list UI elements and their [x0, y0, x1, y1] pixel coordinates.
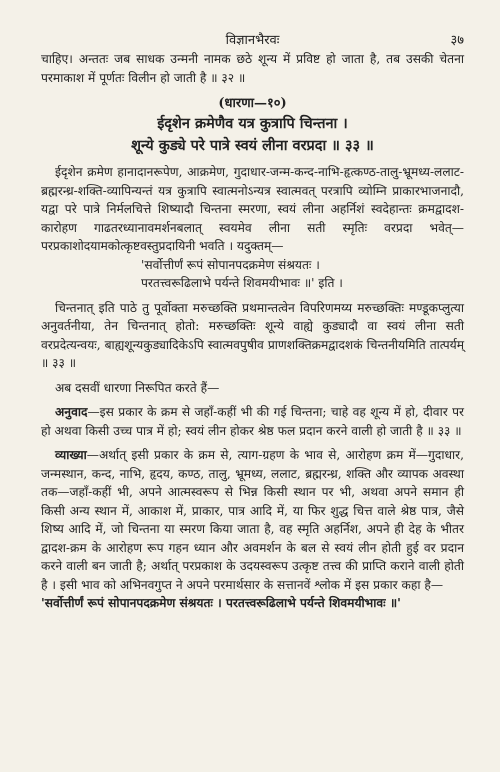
vyakhya-paragraph	[41, 446, 464, 594]
verse-line-1: ईदृशेन क्रमेणैव यत्र कुत्रापि चिन्तना ।	[157, 115, 348, 132]
vyakhya-label: व्याख्या	[55, 448, 87, 462]
final-quote: 'सर्वोत्तीर्णं रूपं सोपानपदक्रमेण संश्रयतः । परतत्त्वरूढिलाभे पर्यन्ते शिवमयीभावः ॥'	[41, 596, 401, 610]
anuvad-paragraph	[41, 403, 464, 440]
running-title: विज्ञानभैरवः	[225, 33, 280, 48]
sanskrit-commentary-2: चिन्तनात् इति पाठे तु पूर्वोक्ता मरुच्छक्ति प्रथमान्तत्वेन विपरिणमय्य मरुच्छक्तिः मण्डूकप्लुत्या अनुवर्तनीया, तेन चिन्तनात् होतो: मरुच्छक्तिः शून्ये वाह्ये कुड्यादौ वा स्वयं लीना सती वरप्रदेत्यन्वयः, बाह्यशून्यकुड्यादिकेऽपि स्वात्मवपुषीव प्राणशक्तिक्रमद्वादशकं चिन्तनीयमिति तात्पर्यम् ॥ ३३ ॥	[41, 300, 464, 370]
quoted-verse	[41, 256, 464, 293]
dharana-heading: (धारणा—१०)	[218, 96, 287, 111]
continued-paragraph: चाहिए। अन्ततः जब साधक उन्मनी नामक छठे शून्य में प्रविष्ट हो जाता है, तब उसकी चेतना परमाकाश में पूर्णतः विलीन हो जाती है ॥ ३२ ॥	[41, 52, 464, 85]
page-number: ३७	[450, 33, 464, 48]
anuvad-text: —इस प्रकार के क्रम से जहाँ-कहीं भी की गई चिन्तना; चाहे वह शून्य में हो, दीवार पर हो अथवा किसी उच्च पात्र में हो; स्वयं लीन होकर श्रेष्ठ फल प्रदान करने वाली हो जाती है ॥ ३३ ॥	[41, 405, 464, 438]
page-header	[41, 30, 464, 50]
quote-line-2: परतत्त्वरूढिलाभे पर्यन्ते शिवमयीभावः ॥' इति ।	[141, 276, 343, 290]
verse-line-2: शून्ये कुड्ये परे पात्रे स्वयं लीना वरप्रदा ॥ ३३ ॥	[131, 137, 374, 154]
intro-line: अब दसवीं धारणा निरूपित करते हैं—	[55, 380, 220, 395]
quote-line-1: 'सर्वोत्तीर्णं रूपं सोपानपदक्रमेण संश्रयतः ।	[141, 257, 320, 272]
sanskrit-commentary-1: ईदृशेन क्रमेण हानादानरूपेण, आक्रमेण, गुदाधार-जन्म-कन्द-नाभि-हृत्कण्ठ-तालु-भ्रूमध्य-ललाट-ब्रह्मरन्ध्र-शक्ति-व्यापिन्यन्तं यत्र कुत्रापि स्वात्मनोऽन्यत्र स्वात्मवत् परत्रापि व्योम्नि प्राकारभाजनादौ, यद्वा परे पात्रे निर्मलचित्ते शिष्यादौ चिन्तना स्मरणा, स्वयं लीना अहर्निशं स्वदेहान्तः क्रमद्वादश-कारोहण गाढतरध्यानावमर्शनबलात् स्वयमेव लीना सती स्मृतिः वरप्रदा भवेत्—परप्रकाशोदयामकोत्कृष्टवस्तुप्रदायिनी भवति । यदुक्तम्—	[41, 165, 464, 253]
anuvad-label: अनुवाद	[55, 405, 88, 419]
vyakhya-text: —अर्थात् इसी प्रकार के क्रम से, त्याग-ग्रहण के भाव से, आरोहण क्रम में—गुदाधार, जन्मस्थान, कन्द, नाभि, हृदय, कण्ठ, तालु, भ्रूमध्य, ललाट, ब्रह्मरन्ध्र, शक्ति और व्यापक अवस्था तक—जहाँ-कहीं भी, अपने आत्मस्वरूप से भिन्न किसी स्थान पर भी, अथवा अपने समान ही किसी अन्य स्थान में, आकाश में, प्राकार, पात्र आदि में, या फिर शुद्ध चित्त वाले श्रेष्ठ पात्र, जैसे शिष्य आदि में, जो चिन्तना या स्मरण किया जाता है, वह स्मृति अहर्निश, अपने ही देह के भीतर द्वादश-क्रम के आरोहण रूप गहन ध्यान और अवमर्शन के बल से स्वयं लीन होती हुई वर प्रदान करने वाली बन जाती है; अर्थात् परप्रकाश के उदयस्वरूप उत्कृष्ट तत्त्व की प्राप्ति कराने वाली होती है । इसी भाव को अभिनवगुप्त ने अपने परमार्थसार के सत्तानवें श्लोक में इस प्रकार कहा है—	[41, 448, 464, 592]
